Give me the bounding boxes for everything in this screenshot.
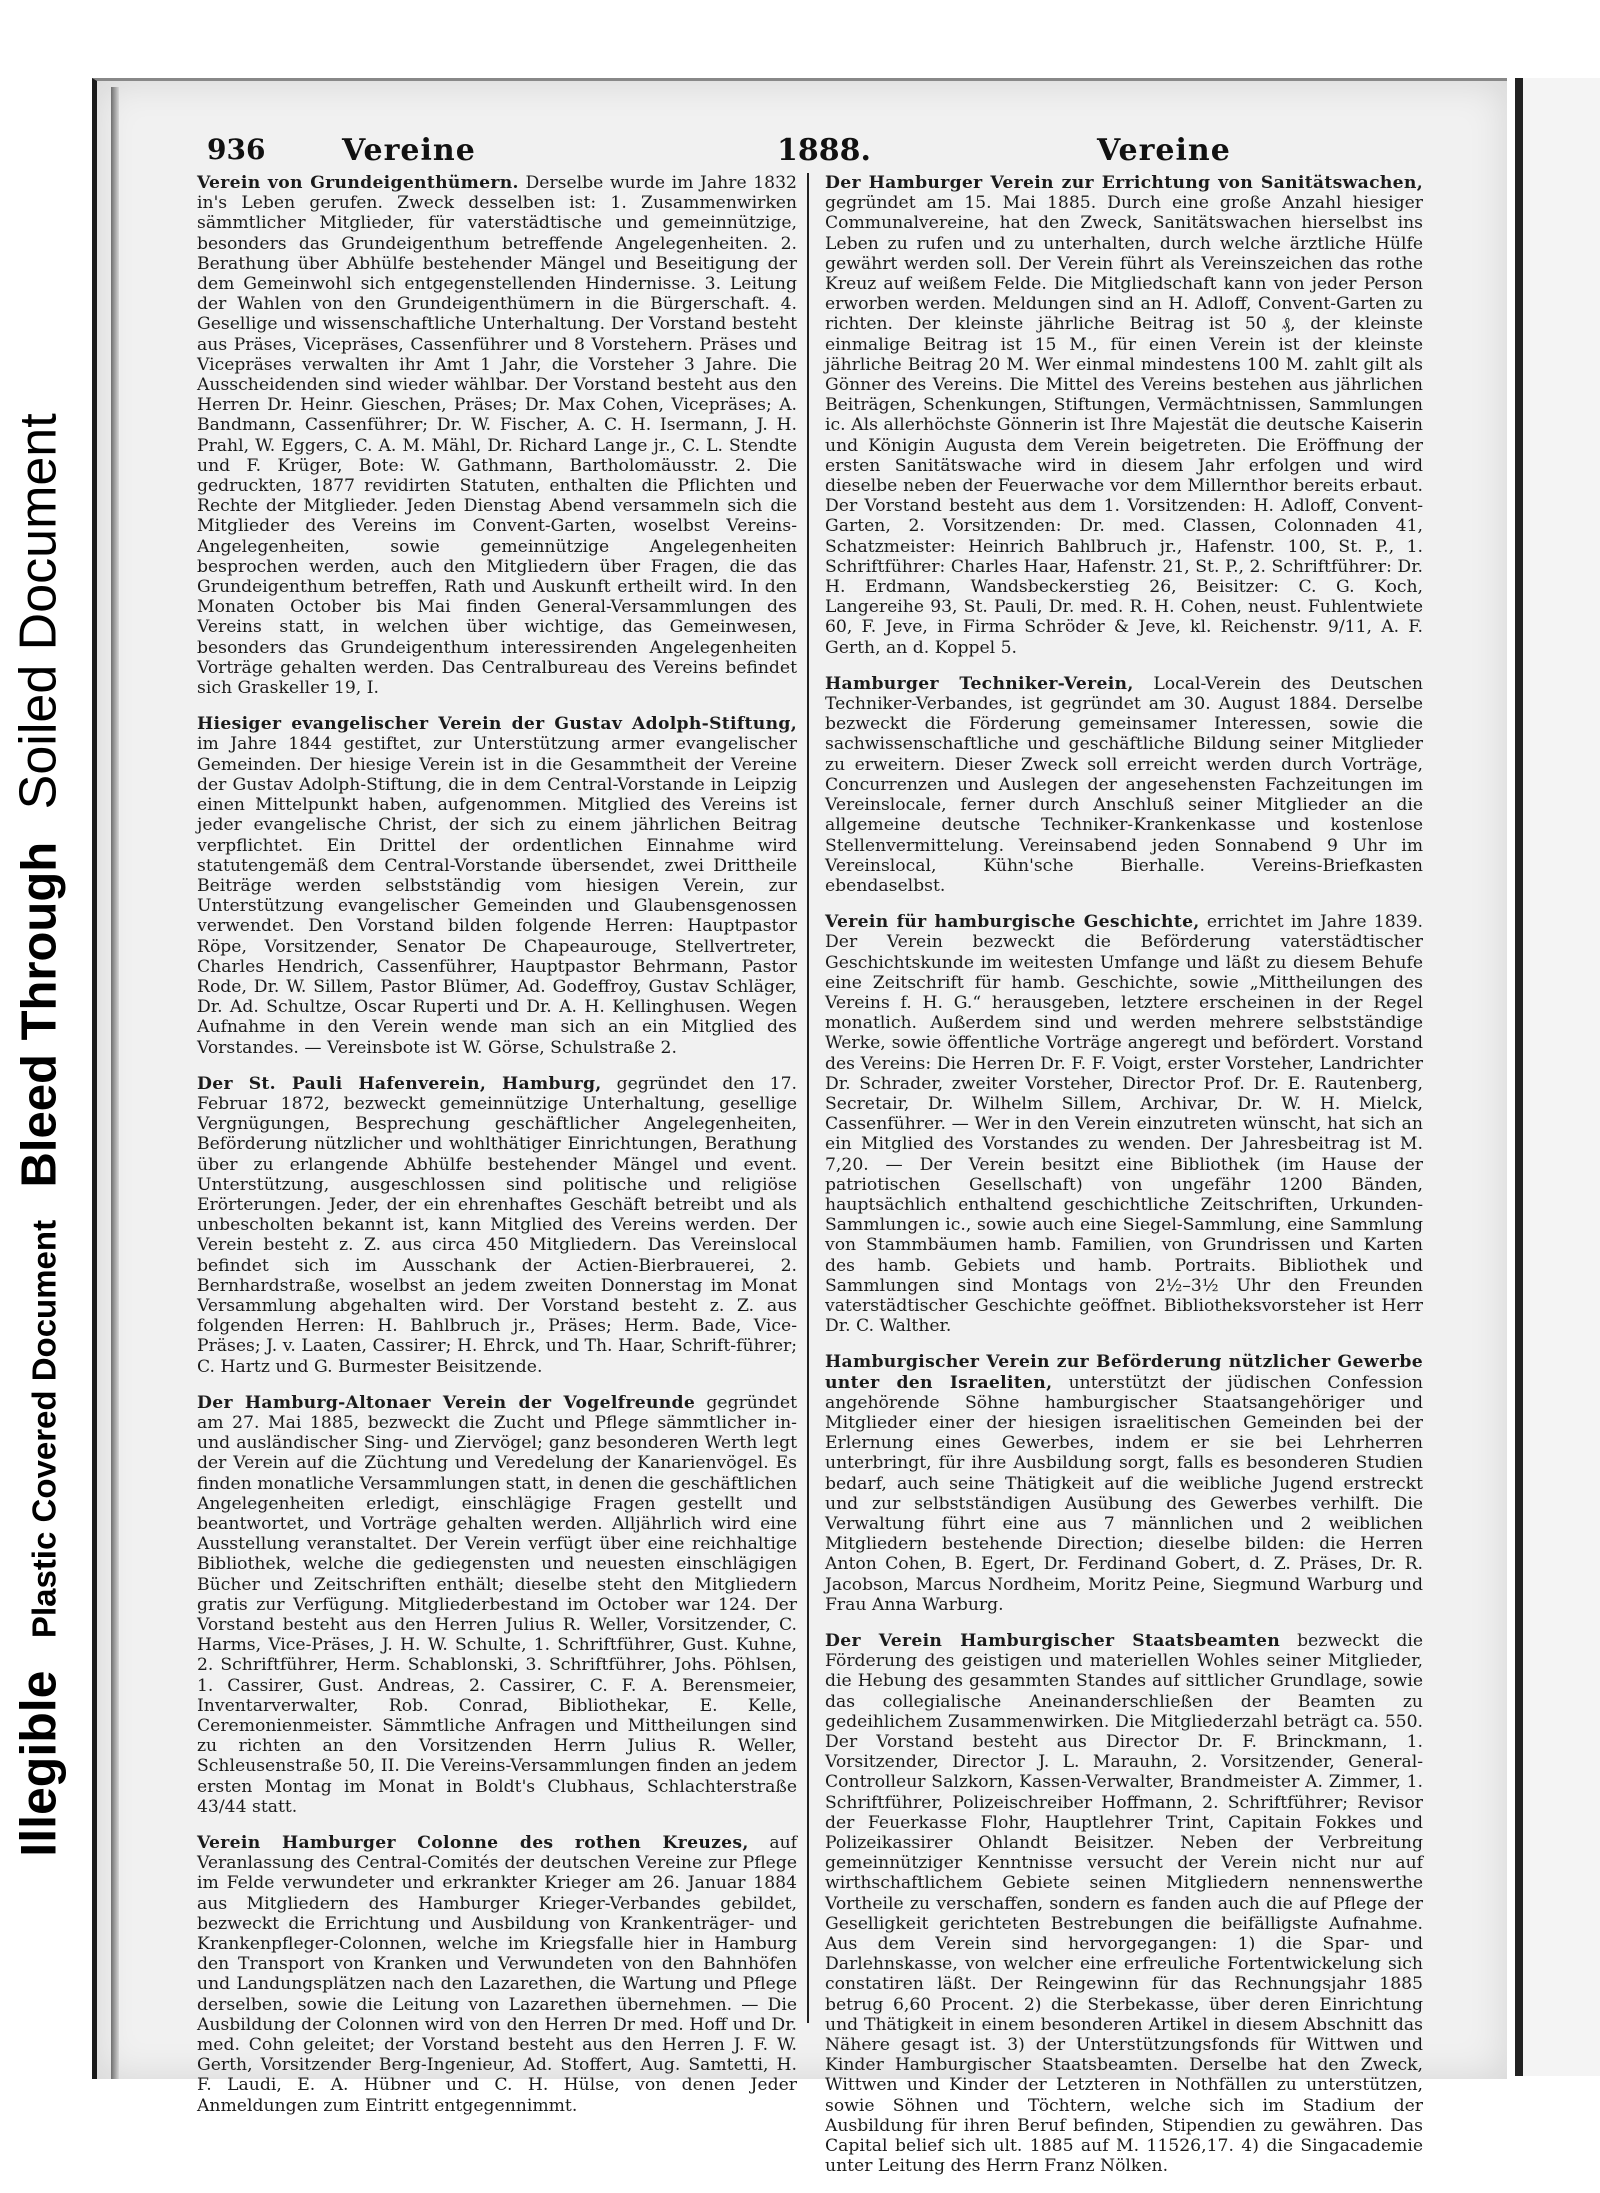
entry-text: bezweckt die Förderung des geistigen und materiellen Wohles seiner Mitglieder, die Hebung des gesammten Standes auf sittlicher Grundlage, sowie das collegialische Aneinanderschließen der Beamten zu gedeihlichem Zusammenwirken. Die Mitgliederzahl beträgt ca. 550. Der Vorstand besteht aus Director Dr. F. Brinckmann, 1. Vorsitzender, Director J. L. Marauhn, 2. Vorsitzender, General-Controlleur Salzkorn, Kassen-Verwalter, Brandmeister A. Zimmer, 1. Schriftführer, Polizeischreiber Hoffmann, 2. Schriftführer; Revisor der Feuerkasse Flohr, Hauptlehrer Trint, Capitain Fokkes und Polizeikassirer Ohlandt Beisitzer. Neben der Verbreitung gemeinnütziger Kenntnisse versucht der Verein nicht nur auf wirthschaftlichem Gebiete seinen Mitgliedern nennenswerthe Vortheile zu verschaffen, sondern es fanden auch die auf Pflege der Geselligkeit gerichteten Bestrebungen die beifälligste Aufnahme. Aus dem Verein sind hervorgegangen: 1) die Spar- und Darlehnskasse, von welcher eine erfreuliche Fortentwickelung sich constatiren läßt. Der Reingewinn für das Rechnungsjahr 1885 betrug 6,60 Procent. 2) die Sterbekasse, über deren Einrichtung und Thätigkeit in einem besonderen Artikel in diesem Abschnitt das Nähere gesagt ist. 3) der Unterstützungsfonds für Wittwen und Kinder Hamburgischer Staatsbeamten. Derselbe hat den Zweck, Wittwen und Kinder der Letzteren in Nothfällen zu unterstützen, sowie Söhnen und Töchtern, welche sich im Stadium der Ausbildung für ihren Beruf befinden, Stipendien zu gewähren. Das Capital belief sich ult. 1885 auf M. 11526,17. 4) die Singacademie unter Leitung des Herrn Franz Nölken. [825,1631,1424,2177]
stamp-label-soiled: Soiled Document [10,413,68,810]
left-column [197,173,797,2132]
entry-title: Hamburgischer Verein zur Beförderung nützlicher Gewerbe unter den Israeliten, [825,1352,1423,1393]
scanned-page [92,78,1507,2177]
entry-st-pauli-hafenverein [197,1074,797,1377]
entry-text: auf Veranlassung des Central-Comités der deutschen Vereine zur Pflege im Felde verwundeter und erkrankter Krieger am 26. Januar 1884 aus Mitgliedern des Hamburger Krieger-Verbandes gebildet, bezweckt die Errichtung und Ausbildung von Krankenträger- und Krankenpfleger-Colonnen, welche im Kriegsfalle hier in Hamburg den Transport von Kranken und Verwundeten von den Bahnhöfen und Landungsplätzen nach den Lazarethen, die Wartung und Pflege derselben, sowie die Leitung von Lazarethen übernehmen. — Die Ausbildung der Colonnen wird von den Herren Dr med. Hoff und Dr. med. Cohn geleitet; der Vorstand besteht aus den Herren J. F. W. Gerth, Vorsitzender Berg-Ingenieur, Ad. Stoffert, Aug. Samtetti, H. F. Laudi, E. A. Hübner und C. H. Hülse, von denen Jeder Anmeldungen zum Eintritt entgegennimmt. [197,1833,798,2116]
entry-rothes-kreuz [197,1833,797,2116]
column-divider [807,173,809,2023]
entry-text: unterstützt der jüdischen Confession angehörende Söhne hamburgischer Staatsangehöriger und Mitglieder einer der hiesigen israelitischen Gemeinden bei der Erlernung eines Gewerbes, indem er sie bei Lehrherren unterbringt, für ihre Ausbildung sorgt, falls es besonderen Studien bedarf, auch seine Thätigkeit auf die weibliche Jugend erstreckt und zur selbstständigen Ausübung des Gewerbes verhilft. Die Verwaltung führt eine aus 7 männlichen und 2 weiblichen Mitgliedern bestehende Direction; dieselbe bilden: die Herren Anton Cohen, B. Egert, Dr. Ferdinand Gobert, d. Z. Präses, Dr. R. Jacobson, Marcus Nordheim, Moritz Peine, Siegmund Warburg und Frau Anna Warburg. [825,1372,1423,1615]
right-column [825,173,1423,2193]
stamp-label-illegible: Illegible [11,1670,67,1857]
entry-title: Verein Hamburger Colonne des rothen Kreuzes, [197,1833,749,1854]
entry-title: Der Verein Hamburgischer Staatsbeamten [825,1631,1281,1652]
stamp-label-plastic-covered: Plastic Covered Document [26,1219,63,1639]
entry-title: Hamburger Techniker-Verein, [825,673,1134,694]
entry-vogelfreunde [197,1393,797,1817]
entry-title: Verein für hamburgische Geschichte, [825,912,1200,933]
entry-sanitaetswachen [825,173,1423,658]
document-condition-stamp [8,140,70,2130]
facing-page-edge [1515,78,1600,2076]
entry-title: Hiesiger evangelischer Verein der Gustav Adolph-Stiftung, [197,714,797,735]
entry-text: Local-Verein des Deutschen Techniker-Verbandes, ist gegründet am 30. August 1884. Derselbe bezweckt die Förderung gemeinsamer Interessen, sowie die sachwissenschaftliche und geschäftliche Bildung seiner Mitglieder zu erweitern. Dieser Zweck soll erreicht werden durch Vorträge, Concurrenzen und Auslegen der angesehensten Fachzeitungen im Vereinslocale, ferner durch Anschluß seiner Mitglieder an die allgemeine deutsche Techniker-Krankenkasse und kostenlose Stellenvermittelung. Vereinsabend jeden Sonnabend 9 Uhr im Vereinslocal, Kühn'sche Bierhalle. Vereins-Briefkasten ebendaselbst. [825,673,1423,896]
entry-title: Der Hamburg-Altonaer Verein der Vogelfreunde [197,1392,696,1413]
entry-techniker-verein [825,674,1423,896]
entry-hamburgische-geschichte [825,912,1423,1336]
page-number: 936 [207,133,266,166]
stamp-label-bleed-through: Bleed Through [13,841,67,1188]
running-year: 1888. [777,133,871,168]
entry-text: errichtet im Jahre 1839. Der Verein bezweckt die Beförderung vaterstädtischer Geschichtskunde im weitesten Umfange und läßt zu diesem Behufe eine Zeitschrift für hamb. Geschichte, sowie „Mittheilungen des Vereins f. H. G.“ herausgeben, letztere erscheinen in der Regel monatlich. Außerdem sind und werden mehrere selbstständige Werke, sowie öffentliche Vorträge angeregt und befördert. Vorstand des Vereins: Die Herren Dr. F. F. Voigt, erster Vorsteher, Landrichter Dr. Schrader, zweiter Vorsteher, Director Prof. Dr. E. Rautenberg, Secretair, Dr. Wilhelm Sillem, Archivar, Dr. W. H. Mielck, Cassenführer. — Wer in den Verein einzutreten wünscht, hat sich an ein Mitglied des Vorstandes zu wenden. Der Jahresbeitrag ist M. 7,20. — Der Verein besitzt eine Bibliothek (im Hause der patriotischen Gesellschaft) von ungefähr 1200 Bänden, hauptsächlich enthaltend geschichtliche Zeitschriften, Urkunden-Sammlungen ic., sowie auch eine Siegel-Sammlung, eine Sammlung von Stammbäumen hamb. Familien, von Grundrissen und Karten des hamb. Gebiets und hamb. Portraits. Bibliothek und Sammlungen sind Montags von 2½–3½ Uhr den Freunden vaterstädtischer Geschichte geöffnet. Bibliotheksvorsteher ist Herr Dr. C. Walther. [825,912,1424,1337]
entry-text: gegründet den 17. Februar 1872, bezweckt gemeinnützige Unterhaltung, gesellige Vergnügungen, Besprechung geschäftlicher Angelegenheiten, Beförderung nützlicher und wohlthätiger Einrichtungen, Berathung über zu erlangende Abhülfe bestehender Mängel und event. Unterstützung, ausgeschlossen sind politische und religiöse Erörterungen. Jeder, der ein ehrenhaftes Geschäft betreibt und als unbescholten bekannt ist, kann Mitglied des Vereins werden. Der Verein besteht z. Z. aus circa 450 Mitgliedern. Das Vereinslocal befindet sich im Ausschank der Actien-Bierbrauerei, 2. Bernhardstraße, woselbst an jedem zweiten Donnerstag im Monat Versammlung abgehalten wird. Der Vorstand besteht z. Z. aus folgenden Herren: H. Bahlbruch jr., Präses; Herm. Bade, Vice-Präses; J. v. Laaten, Cassirer; H. Ehrck, und Th. Haar, Schrift-führer; C. Hartz und G. Burmester Beisitzende. [197,1073,798,1377]
entry-text: im Jahre 1844 gestiftet, zur Unterstützung armer evangelischer Gemeinden. Der hiesige Verein ist in die Gesammtheit der Vereine der Gustav Adolph-Stiftung, die in dem Central-Vorstande in Leipzig einen Mittelpunkt haben, aufgenommen. Mitglied des Vereins ist jeder evangelische Christ, der sich zu einem jährlichen Beitrag verpflichtet. Ein Drittel der ordentlichen Einnahme wird statutengemäß dem Central-Vorstande übersendet, zwei Drittheile Beiträge werden selbstständig vom hiesigen Verein, zur Unterstützung evangelischer Gemeinden und Glaubensgenossen verwendet. Den Vorstand bilden folgende Herren: Hauptpastor Röpe, Vorsitzender, Senator De Chapeaurouge, Stellvertreter, Charles Hendrich, Cassenführer, Hauptpastor Behrmann, Pastor Rode, Dr. W. Sillem, Pastor Blümer, Ad. Godeffroy, Gustav Schläger, Dr. Ad. Schultze, Oscar Ruperti und Dr. A. H. Kellinghusen. Wegen Aufnahme in den Verein wende man sich an ein Mitglied des Vorstandes. — Vereinsbote ist W. Görse, Schulstraße 2. [197,734,797,1058]
running-title-right: Vereine [1097,133,1231,168]
running-title-left: Vereine [342,133,476,168]
entry-title: Der St. Pauli Hafenverein, Hamburg, [197,1073,602,1094]
entry-text: Derselbe wurde im Jahre 1832 in's Leben gerufen. Zweck desselben ist: 1. Zusammenwirken sämmtlicher Mitglieder, für vaterstädtische und gemeinnützige, besonders das Grundeigenthum betreffende Angelegenheiten. 2. Berathung über Abhülfe bestehender Mängel und Beseitigung der dem Gemeinwohl sich entgegenstellenden Hindernisse. 3. Leitung der Wahlen von den Grundeigenthümern in die Bürgerschaft. 4. Gesellige und wissenschaftliche Unterhaltung. Der Vorstand besteht aus Präses, Vicepräses, Cassenführer und 8 Vorstehern. Präses und Vicepräses verwalten ihr Amt 1 Jahr, die Vorsteher 3 Jahre. Die Ausscheidenden sind wieder wählbar. Der Vorstand besteht aus den Herren Dr. Heinr. Gieschen, Präses; Dr. Max Cohen, Vicepräses; A. Bandmann, Cassenführer; Dr. W. Fischer, A. C. H. Isermann, J. H. Prahl, W. Eggers, C. A. M. Mähl, Dr. Richard Lange jr., C. L. Stendte und F. Krüger, Bote: W. Gathmann, Bartholomäusstr. 2. Die gedruckten, 1877 revidirten Statuten, enthalten die Pflichten und Rechte der Mitglieder. Jeden Dienstag Abend versammeln sich die Mitglieder des Vereins im Convent-Garten, woselbst Vereins-Angelegenheiten, sowie gemeinnützige Angelegenheiten besprochen werden, auch den Mitgliedern über Fragen, die das Grundeigenthum betreffen, Rath und Auskunft ertheilt wird. In den Monaten October bis Mai finden General-Versammlungen des Vereins statt, in welchen über wichtige, das Gemeinwesen, besonders das Grundeigenthum interessirenden Angelegenheiten Vorträge gehalten werden. Das Centralbureau des Vereins befindet sich Graskeller 19, I. [197,173,797,699]
entry-text: gegründet am 15. Mai 1885. Durch eine große Anzahl hiesiger Communalvereine, hat den Zweck, Sanitätswachen hierselbst ins Leben zu rufen und zu unterhalten, durch welche ärztliche Hülfe gewährt werden soll. Der Verein führt als Vereinszeichen das rothe Kreuz auf weißem Felde. Die Mitgliedschaft kann von jeder Person erworben werden. Meldungen sind an H. Adloff, Convent-Garten zu richten. Der kleinste jährliche Beitrag ist 50 ₰, der kleinste einmalige Beitrag ist 15 M., für einen Verein ist der kleinste jährliche Beitrag 20 M. Wer einmal mindestens 100 M. zahlt gilt als Gönner des Vereins. Die Mittel des Vereins bestehen aus jährlichen Beiträgen, Schenkungen, Stiftungen, Vermächtnissen, Sammlungen ic. Als allerhöchste Gönnerin ist Ihre Majestät die deutsche Kaiserin und Königin Augusta dem Verein beigetreten. Die Eröffnung der ersten Sanitätswache wird in diesem Jahr erfolgen und wird dieselbe neben der Feuerwache vor dem Millernthor bereits erbaut. Der Vorstand besteht aus dem 1. Vorsitzenden: H. Adloff, Convent-Garten, 2. Vorsitzenden: Dr. med. Classen, Colonnaden 41, Schatzmeister: Heinrich Bahlbruch jr., Hafenstr. 100, St. P., 1. Schriftführer: Charles Haar, Hafenstr. 21, St. P., 2. Schriftführer: Dr. H. Erdmann, Wandsbeckerstieg 26, Beisitzer: C. G. Koch, Langereihe 93, St. Pauli, Dr. med. R. H. Cohen, neust. Fuhlentwiete 60, F. Jeve, in Firma Schröder & Jeve, kl. Reichenstr. 9/11, A. F. Gerth, an d. Koppel 5. [825,193,1423,658]
entry-staatsbeamten [825,1631,1423,2176]
entry-israeliten-gewerbe [825,1352,1423,1615]
entry-title: Der Hamburger Verein zur Errichtung von Sanitätswachen, [825,173,1423,193]
entry-gustav-adolph [197,714,797,1057]
page-binding-shadow [111,87,119,2079]
entry-text: gegründet am 27. Mai 1885, bezweckt die Zucht und Pflege sämmtlicher in- und ausländischer Sing- und Ziervögel; ganz besonderen Werth legt der Verein auf die Züchtung und Veredelung der Kanarienvögel. Es finden monatliche Versammlungen statt, in denen die geschäftlichen Angelegenheiten erledigt, einschlägige Fragen gestellt und beantwortet, und Vorträge gehalten werden. Alljährlich wird eine Ausstellung veranstaltet. Der Verein verfügt über eine reichhaltige Bibliothek, welche die gediegensten und neuesten einschlägigen Bücher und Zeitschriften enthält; dieselbe steht den Mitgliedern gratis zur Verfügung. Mitgliederbestand im October war 124. Der Vorstand besteht aus den Herren Julius R. Weller, Vorsitzender, C. Harms, Vice-Präses, J. H. W. Schulte, 1. Schriftführer, Gust. Kuhne, 2. Schriftführer, Herm. Schablonski, 3. Schriftführer, Johs. Pöhlsen, 1. Cassirer, Gust. Andreas, 2. Cassirer, C. F. A. Berensmeier, Inventarverwalter, Rob. Conrad, Bibliothekar, E. Kelle, Ceremonienmeister. Sämmtliche Anfragen und Mittheilungen sind zu richten an den Vorsitzenden Herrn Julius R. Weller, Schleusenstraße 50, II. Die Vereins-Versammlungen finden an jedem ersten Montag im Monat in Boldt's Clubhaus, Schlachterstraße 43/44 statt. [197,1392,798,1817]
entry-title: Verein von Grundeigenthümern. [197,173,519,193]
entry-grundeigenthuemer [197,173,797,698]
